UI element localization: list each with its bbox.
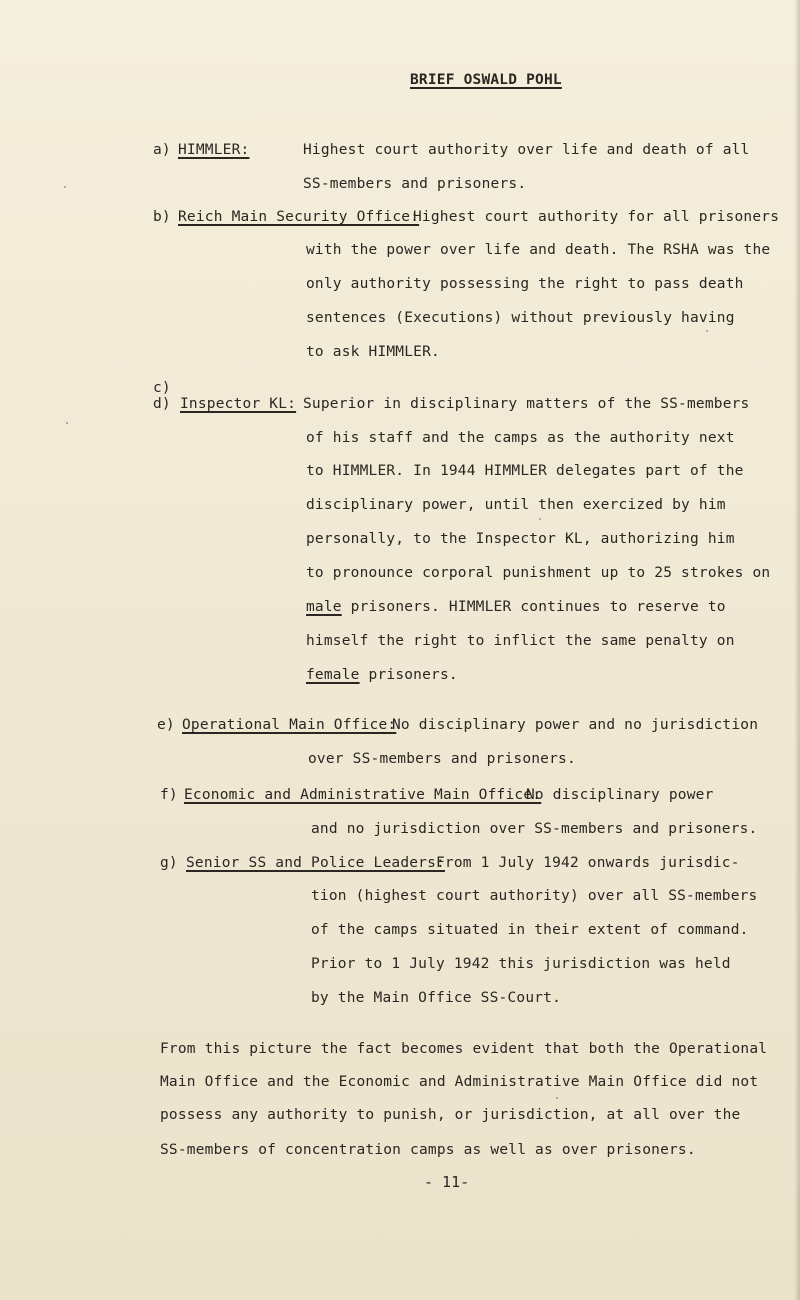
scan-speck bbox=[706, 330, 708, 332]
item-e-line-2: over SS-members and prisoners. bbox=[308, 751, 576, 767]
female-emphasis: female bbox=[306, 667, 360, 683]
item-d-line-8: himself the right to inflict the same penalty on bbox=[306, 633, 735, 649]
item-d-line-1: Superior in disciplinary matters of the SS-members bbox=[303, 396, 750, 412]
item-g-label: Senior SS and Police Leaders: bbox=[186, 855, 445, 871]
item-a-marker: a) bbox=[153, 142, 171, 158]
conclusion-line-1: From this picture the fact becomes evident that both the Operational bbox=[160, 1041, 768, 1057]
item-f-label: Economic and Administrative Main Office: bbox=[184, 787, 542, 803]
item-b-marker: b) bbox=[153, 209, 171, 225]
item-d-line-9-rest: prisoners. bbox=[359, 667, 458, 683]
item-g-line-1: From 1 July 1942 onwards jurisdic- bbox=[436, 855, 740, 871]
conclusion-line-2: Main Office and the Economic and Administrative Main Office did not bbox=[160, 1074, 759, 1090]
scan-speck bbox=[64, 186, 66, 188]
item-b-line-2: with the power over life and death. The RSHA was the bbox=[306, 242, 771, 258]
item-g-line-2: tion (highest court authority) over all SS-members bbox=[311, 888, 758, 904]
item-b-line-3: only authority possessing the right to pass death bbox=[306, 276, 744, 292]
item-f-line-2: and no jurisdiction over SS-members and prisoners. bbox=[311, 821, 758, 837]
item-b-line-5: to ask HIMMLER. bbox=[306, 344, 440, 360]
scan-speck bbox=[556, 1097, 558, 1099]
item-d-line-5: personally, to the Inspector KL, authorizing him bbox=[306, 531, 735, 547]
document-title: BRIEF OSWALD POHL bbox=[410, 72, 562, 88]
item-d-line-6: to pronounce corporal punishment up to 25 strokes on bbox=[306, 565, 771, 581]
male-emphasis: male bbox=[306, 599, 342, 615]
item-f-line-1: No disciplinary power bbox=[526, 787, 714, 803]
scan-speck bbox=[66, 422, 68, 424]
item-d-line-4: disciplinary power, until then exercized by him bbox=[306, 497, 726, 513]
item-d-marker: d) bbox=[153, 396, 171, 412]
item-g-marker: g) bbox=[160, 855, 178, 871]
item-f-marker: f) bbox=[160, 787, 178, 803]
item-g-line-4: Prior to 1 July 1942 this jurisdiction was held bbox=[311, 956, 731, 972]
item-c-marker: c) bbox=[153, 380, 171, 396]
item-b-label: Reich Main Security Office: bbox=[178, 209, 420, 225]
item-b-line-1: Highest court authority for all prisoners bbox=[413, 209, 780, 225]
item-e-line-1: No disciplinary power and no jurisdiction bbox=[392, 717, 759, 733]
item-a-line-2: SS-members and prisoners. bbox=[303, 176, 527, 192]
item-g-line-3: of the camps situated in their extent of command. bbox=[311, 922, 749, 938]
item-e-label: Operational Main Office: bbox=[182, 717, 397, 733]
page-edge-shadow bbox=[794, 0, 800, 1300]
page-number: - 11- bbox=[424, 1173, 470, 1191]
item-e-marker: e) bbox=[157, 717, 175, 733]
item-d-line-7 bbox=[306, 597, 726, 617]
item-d-line-9 bbox=[306, 665, 458, 685]
item-d-line-3: to HIMMLER. In 1944 HIMMLER delegates part of the bbox=[306, 463, 744, 479]
item-b-line-4: sentences (Executions) without previously having bbox=[306, 310, 735, 326]
item-a-line-1: Highest court authority over life and death of all bbox=[303, 142, 750, 158]
item-g-line-5: by the Main Office SS-Court. bbox=[311, 990, 562, 1006]
scan-speck bbox=[539, 518, 541, 520]
item-d-label: Inspector KL: bbox=[180, 396, 297, 412]
conclusion-line-3: possess any authority to punish, or jurisdiction, at all over the bbox=[160, 1107, 741, 1123]
item-d-line-7-rest: prisoners. HIMMLER continues to reserve to bbox=[341, 599, 726, 615]
item-a-label: HIMMLER: bbox=[178, 142, 250, 158]
conclusion-line-4: SS-members of concentration camps as well as over prisoners. bbox=[160, 1142, 696, 1158]
item-d-line-2: of his staff and the camps as the authority next bbox=[306, 430, 735, 446]
